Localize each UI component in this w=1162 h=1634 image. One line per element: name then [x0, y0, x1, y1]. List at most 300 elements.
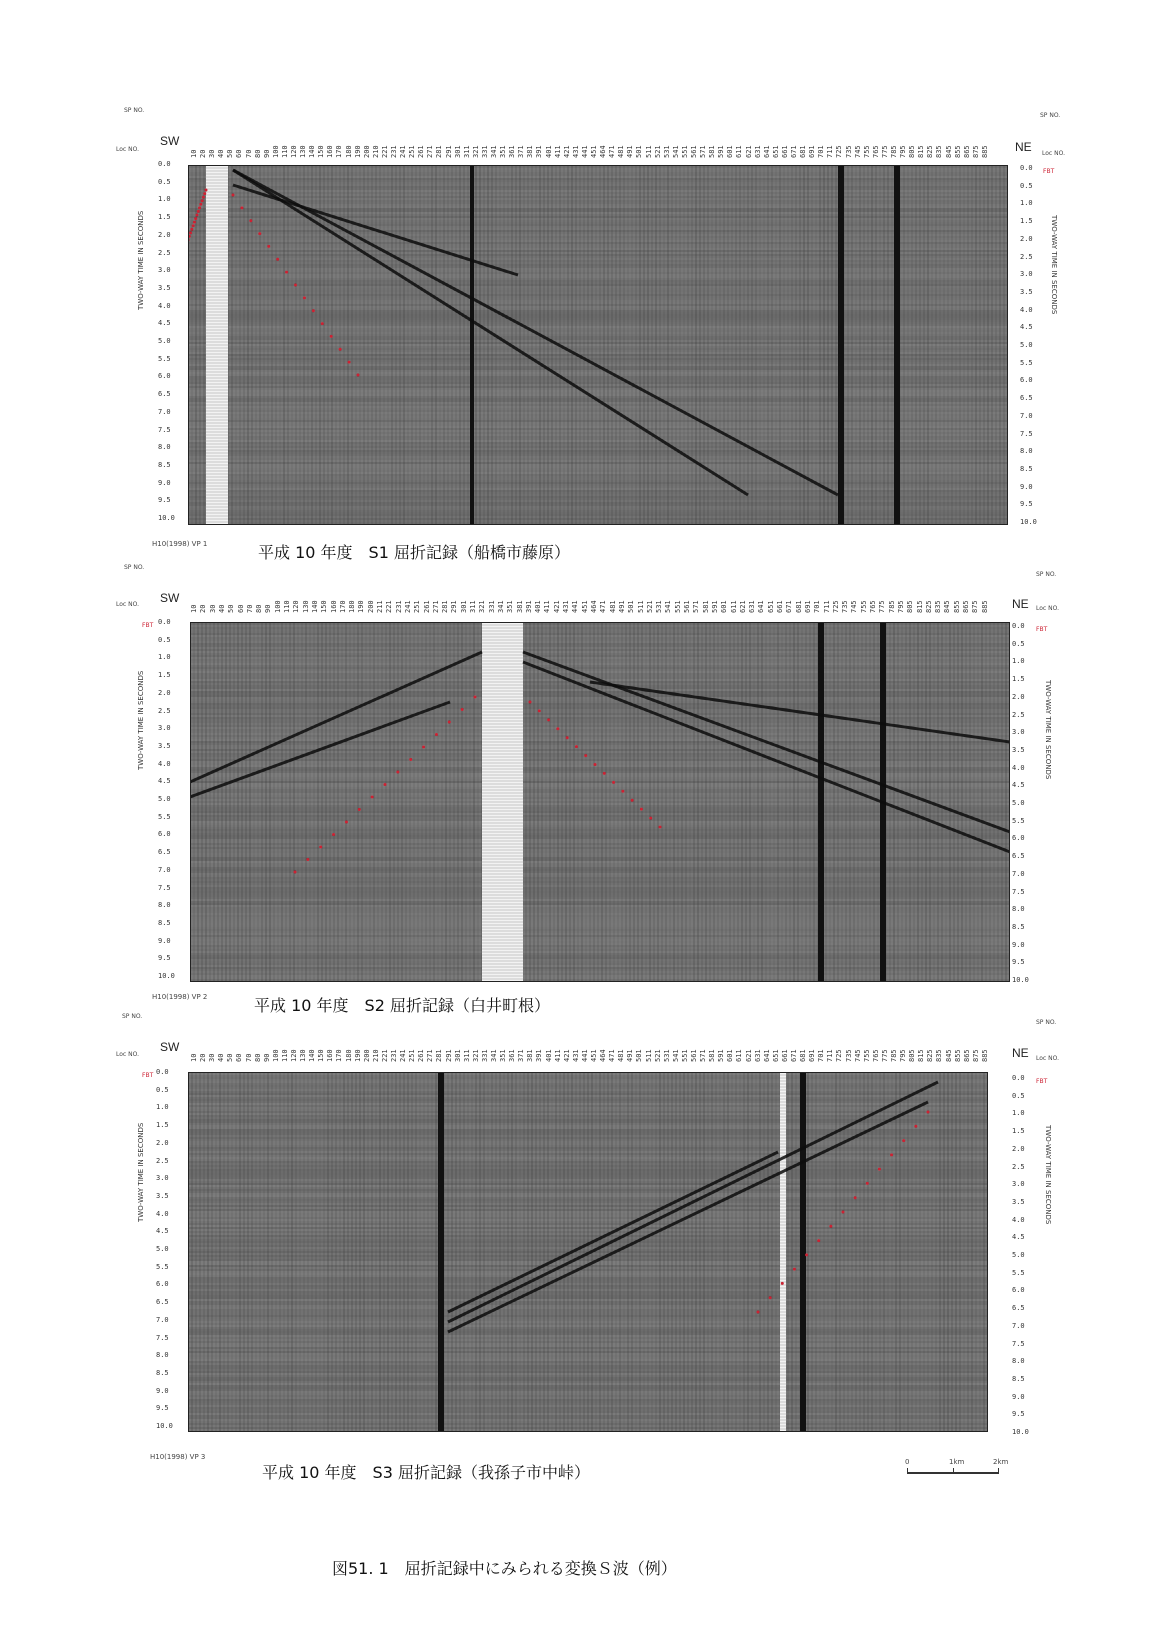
- time-tick-label: 1.5: [1020, 217, 1033, 226]
- time-tick-label: 0.0: [1012, 622, 1025, 630]
- time-tick-label: 6.0: [1012, 834, 1025, 843]
- time-tick-label: 4.0: [1012, 763, 1025, 772]
- loc-number: 20: [199, 1053, 208, 1062]
- loc-number: 411: [553, 1049, 562, 1062]
- loc-number: 110: [280, 145, 289, 158]
- sw-label: SW: [160, 134, 180, 148]
- time-tick-label: 9.5: [158, 954, 171, 963]
- loc-number: 845: [943, 600, 952, 613]
- loc-number: 471: [608, 145, 617, 158]
- time-tick-label: 3.0: [156, 1174, 169, 1183]
- loc-number: 411: [543, 600, 552, 613]
- loc-number: 120: [292, 600, 301, 613]
- loc-number: 571: [699, 145, 708, 158]
- loc-number: 745: [853, 145, 862, 158]
- loc-number: 845: [944, 145, 953, 158]
- converted-s-pick: [914, 1125, 917, 1128]
- time-tick-label: 2.0: [1012, 692, 1025, 701]
- loc-number: 281: [435, 1049, 444, 1062]
- loc-number: 10: [190, 604, 198, 613]
- time-tick-label: 3.5: [1020, 287, 1033, 296]
- loc-number: 441: [580, 1049, 589, 1062]
- time-tick-label: 2.5: [158, 248, 171, 257]
- loc-number: 351: [499, 145, 508, 158]
- time-tick-label: 2.5: [158, 706, 171, 715]
- loc-number: 531: [655, 600, 664, 613]
- loc-number: 210: [371, 145, 380, 158]
- loc-number: 301: [453, 1049, 462, 1062]
- loc-number: 561: [690, 1049, 698, 1062]
- time-tick-label: 7.5: [1012, 1339, 1025, 1348]
- time-tick-label: 3.5: [158, 283, 171, 292]
- fbt-marker-right: FBT: [1036, 1078, 1048, 1085]
- loc-number: 875: [971, 1049, 980, 1062]
- time-tick-label: 1.0: [1020, 199, 1033, 208]
- loc-number: 855: [953, 1049, 962, 1062]
- vp-label: H10(1998) VP 2: [152, 993, 208, 1001]
- loc-number: 341: [490, 145, 498, 158]
- time-tick-label: 4.5: [1020, 323, 1033, 332]
- loc-number: 815: [915, 600, 924, 613]
- loc-number: 70: [244, 1053, 253, 1062]
- time-tick-label: 9.5: [1012, 958, 1025, 967]
- loc-number: 464: [599, 1049, 608, 1062]
- time-tick-label: 8.5: [158, 918, 171, 927]
- ne-label: NE: [1012, 1046, 1029, 1060]
- loc-number: 421: [562, 145, 571, 158]
- time-tick-label: 0.5: [158, 177, 171, 186]
- loc-number: 671: [790, 145, 798, 158]
- loc-number: 835: [935, 1049, 944, 1062]
- time-tick-label: 2.0: [158, 688, 171, 697]
- loc-number: 221: [380, 1049, 389, 1062]
- loc-number: 281: [435, 145, 444, 158]
- loc-number: 231: [394, 600, 403, 613]
- time-tick-label: 6.0: [1020, 376, 1033, 385]
- time-tick-label: 9.0: [158, 936, 171, 945]
- loc-number: 671: [790, 1049, 798, 1062]
- loc-number: 341: [496, 600, 505, 613]
- loc-number: 551: [673, 600, 682, 613]
- loc-number: 200: [366, 600, 375, 613]
- axis-title-left: TWO-WAY TIME IN SECONDS: [137, 670, 145, 770]
- scale-label-1km: 1km: [949, 1458, 965, 1466]
- time-tick-label: 5.5: [158, 812, 171, 821]
- loc-number: 130: [299, 1049, 308, 1062]
- figure-caption: 図51. 1 屈折記録中にみられる変換Ｓ波（例）: [332, 1559, 677, 1578]
- loc-number: 551: [680, 1049, 689, 1062]
- loc-no-right: Loc NO.: [1042, 150, 1065, 157]
- converted-s-pick: [866, 1182, 869, 1185]
- loc-number: 50: [227, 604, 236, 613]
- loc-number: 321: [478, 600, 487, 613]
- loc-number: 100: [271, 1049, 280, 1062]
- time-tick-label: 7.5: [1012, 887, 1025, 896]
- time-tick-label: 4.5: [158, 319, 171, 328]
- loc-number: 170: [338, 600, 347, 613]
- loc-number: 591: [710, 600, 719, 613]
- time-tick-label: 5.5: [156, 1262, 169, 1271]
- loc-no-right: Loc NO.: [1036, 1055, 1059, 1062]
- time-tick-label: 1.5: [158, 213, 171, 222]
- loc-number: 481: [608, 600, 617, 613]
- loc-number: 631: [748, 600, 757, 613]
- time-tick-label: 6.5: [1020, 394, 1033, 403]
- loc-number: 621: [744, 1049, 753, 1062]
- time-tick-label: 7.0: [158, 865, 171, 874]
- loc-number: 130: [301, 600, 310, 613]
- loc-number: 865: [962, 1049, 971, 1062]
- time-tick-label: 6.0: [1012, 1286, 1025, 1295]
- loc-number: 441: [580, 145, 589, 158]
- loc-number: 481: [617, 1049, 626, 1062]
- loc-number: 701: [817, 1049, 826, 1062]
- loc-number: 40: [217, 1053, 226, 1062]
- loc-number: 30: [208, 1053, 217, 1062]
- loc-number: 160: [329, 600, 338, 613]
- loc-number: 451: [590, 1049, 598, 1062]
- panel-caption: 平成 10 年度 S3 屈折記録（我孫子市中峠）: [262, 1463, 590, 1482]
- loc-number: 321: [471, 145, 480, 158]
- converted-s-pick: [878, 1168, 881, 1171]
- converted-s-pick: [805, 1253, 808, 1256]
- axis-title-left: TWO-WAY TIME IN SECONDS: [137, 1122, 145, 1222]
- time-axis-left: [156, 1068, 186, 1428]
- loc-number: 725: [835, 145, 844, 158]
- loc-number: 795: [899, 1049, 908, 1062]
- loc-number: 785: [890, 1049, 898, 1062]
- loc-number: 701: [813, 600, 822, 613]
- loc-number: 160: [326, 1049, 335, 1062]
- axis-title-right: TWO-WAY TIME IN SECONDS: [1044, 1125, 1052, 1225]
- loc-number: 661: [780, 145, 789, 158]
- loc-number: 241: [399, 145, 408, 158]
- loc-number: 100: [273, 600, 282, 613]
- time-tick-label: 6.5: [158, 390, 171, 399]
- loc-number: 180: [344, 145, 353, 158]
- loc-no-left: Loc NO.: [116, 601, 139, 608]
- converted-s-pick: [842, 1211, 845, 1214]
- loc-number: 805: [906, 600, 915, 613]
- loc-number: 90: [262, 149, 271, 158]
- time-tick-label: 9.5: [156, 1404, 169, 1413]
- loc-number: 785: [890, 145, 898, 158]
- loc-number: 381: [526, 145, 535, 158]
- sp-no-left: SP NO.: [124, 564, 145, 571]
- time-tick-label: 9.0: [156, 1386, 169, 1395]
- loc-number: 140: [308, 1049, 317, 1062]
- loc-number: 855: [952, 600, 961, 613]
- time-tick-label: 3.5: [156, 1191, 169, 1200]
- loc-number: 30: [208, 149, 217, 158]
- converted-s-pick: [854, 1196, 857, 1199]
- time-tick-label: 4.0: [1012, 1215, 1025, 1224]
- loc-number: 60: [235, 1053, 244, 1062]
- panel-caption: 平成 10 年度 S2 屈折記録（白井町根）: [254, 996, 550, 1015]
- loc-number: 611: [735, 145, 744, 158]
- loc-number: 571: [699, 1049, 708, 1062]
- loc-number: 651: [771, 145, 780, 158]
- loc-number: 251: [408, 145, 417, 158]
- time-tick-label: 1.5: [1012, 1127, 1025, 1136]
- scale-tick: [907, 1468, 908, 1474]
- loc-number: 331: [487, 600, 496, 613]
- seismic-record-s3: [188, 1072, 988, 1432]
- loc-number: 150: [317, 1049, 326, 1062]
- fbt-marker-left: FBT: [142, 622, 154, 629]
- loc-number: 711: [826, 145, 835, 158]
- loc-number: 200: [362, 145, 371, 158]
- loc-number: 885: [980, 1049, 989, 1062]
- loc-number: 150: [320, 600, 329, 613]
- loc-number: 735: [841, 600, 850, 613]
- time-tick-label: 8.0: [1012, 905, 1025, 914]
- time-tick-label: 3.5: [158, 741, 171, 750]
- loc-number: 90: [264, 604, 273, 613]
- loc-number: 401: [544, 145, 553, 158]
- sw-label: SW: [160, 1040, 180, 1054]
- loc-number: 785: [887, 600, 896, 613]
- time-tick-label: 2.0: [158, 230, 171, 239]
- ne-label: NE: [1012, 597, 1029, 611]
- scale-label-2km: 2km: [993, 1458, 1009, 1466]
- time-tick-label: 7.5: [156, 1333, 169, 1342]
- loc-number: 261: [417, 1049, 426, 1062]
- loc-number: 491: [626, 145, 635, 158]
- loc-number: 30: [208, 604, 217, 613]
- time-tick-label: 4.0: [158, 301, 171, 310]
- time-tick-label: 6.0: [158, 830, 171, 839]
- time-tick-label: 3.5: [1012, 1197, 1025, 1206]
- loc-number: 701: [817, 145, 826, 158]
- loc-number: 190: [353, 1049, 362, 1062]
- loc-number: 631: [753, 145, 762, 158]
- loc-number: 291: [444, 145, 453, 158]
- loc-number: 311: [462, 145, 471, 158]
- loc-number: 641: [757, 600, 766, 613]
- loc-number: 351: [506, 600, 515, 613]
- time-tick-label: 9.0: [1020, 482, 1033, 491]
- loc-number: 775: [878, 600, 887, 613]
- time-tick-label: 1.0: [158, 195, 171, 204]
- time-tick-label: 6.0: [158, 372, 171, 381]
- converted-s-pick: [793, 1268, 796, 1271]
- time-tick-label: 6.5: [1012, 852, 1025, 861]
- loc-number: 511: [644, 1049, 653, 1062]
- loc-number: 80: [255, 604, 264, 613]
- loc-number: 521: [653, 145, 662, 158]
- sp-no-right: SP NO.: [1040, 112, 1061, 119]
- loc-number: 581: [708, 145, 717, 158]
- loc-number: 671: [785, 600, 794, 613]
- loc-number: 691: [808, 1049, 817, 1062]
- time-tick-label: 4.0: [156, 1209, 169, 1218]
- loc-number: 661: [776, 600, 785, 613]
- loc-number: 855: [953, 145, 962, 158]
- loc-number: 571: [692, 600, 701, 613]
- time-tick-label: 8.0: [1012, 1357, 1025, 1366]
- time-tick-label: 7.5: [1020, 429, 1033, 438]
- loc-number: 150: [317, 145, 326, 158]
- time-tick-label: 0.0: [1020, 164, 1033, 172]
- time-tick-label: 1.0: [1012, 1109, 1025, 1118]
- loc-number: 591: [717, 145, 726, 158]
- loc-number: 481: [617, 145, 626, 158]
- loc-number: 681: [794, 600, 803, 613]
- time-tick-label: 0.5: [1012, 1091, 1025, 1100]
- time-tick-label: 7.5: [158, 883, 171, 892]
- loc-number: 60: [235, 149, 244, 158]
- time-tick-label: 0.0: [158, 618, 171, 626]
- loc-number: 301: [459, 600, 468, 613]
- sw-label: SW: [160, 591, 180, 605]
- time-tick-label: 5.0: [158, 337, 171, 345]
- fbt-marker-right: FBT: [1043, 168, 1055, 175]
- dark-trace: [438, 1072, 441, 1432]
- sp-no-right: SP NO.: [1036, 571, 1057, 578]
- loc-number: 755: [862, 145, 871, 158]
- loc-number: 160: [326, 145, 335, 158]
- loc-number: 70: [244, 149, 253, 158]
- loc-number: 745: [850, 600, 859, 613]
- loc-number: 845: [944, 1049, 953, 1062]
- loc-number: 431: [571, 145, 580, 158]
- loc-number: 401: [544, 1049, 553, 1062]
- dark-trace: [803, 1072, 806, 1432]
- loc-number: 10: [190, 1053, 198, 1062]
- loc-number: 391: [524, 600, 533, 613]
- loc-number: 371: [517, 1049, 526, 1062]
- time-tick-label: 6.5: [156, 1298, 169, 1307]
- loc-number: 815: [917, 145, 926, 158]
- loc-number: 100: [271, 145, 280, 158]
- time-tick-label: 10.0: [1020, 518, 1037, 526]
- time-tick-label: 7.0: [1020, 411, 1033, 420]
- loc-number: 451: [590, 145, 598, 158]
- converted-s-pick: [817, 1239, 820, 1242]
- time-tick-label: 5.0: [1012, 1251, 1025, 1259]
- loc-number: 541: [671, 145, 680, 158]
- time-tick-label: 10.0: [158, 972, 175, 980]
- sp-no-left: SP NO.: [124, 107, 145, 114]
- loc-number: 775: [880, 145, 889, 158]
- loc-number: 411: [553, 145, 562, 158]
- time-tick-label: 0.5: [158, 635, 171, 644]
- loc-number: 865: [962, 600, 971, 613]
- loc-number: 835: [934, 600, 943, 613]
- loc-number: 601: [726, 1049, 735, 1062]
- loc-number: 271: [431, 600, 440, 613]
- loc-number: 441: [571, 600, 580, 613]
- loc-number: 261: [422, 600, 431, 613]
- loc-number: 361: [508, 1049, 517, 1062]
- loc-number: 725: [835, 1049, 844, 1062]
- axis-title-right: TWO-WAY TIME IN SECONDS: [1044, 680, 1052, 780]
- time-tick-label: 9.0: [1012, 1392, 1025, 1401]
- time-tick-label: 5.5: [1020, 358, 1033, 367]
- scale-tick: [998, 1468, 999, 1474]
- time-tick-label: 9.5: [158, 496, 171, 505]
- time-tick-label: 0.0: [158, 160, 171, 168]
- loc-number: 401: [534, 600, 543, 613]
- converted-s-pick: [829, 1225, 832, 1228]
- loc-number: 231: [390, 145, 398, 158]
- loc-number: 261: [417, 145, 426, 158]
- time-tick-label: 8.0: [1020, 447, 1033, 456]
- sp-no-left: SP NO.: [122, 1013, 143, 1020]
- loc-number: 661: [780, 1049, 789, 1062]
- loc-number: 875: [971, 600, 980, 613]
- loc-number: 110: [283, 600, 292, 613]
- ne-label: NE: [1015, 140, 1032, 154]
- loc-number: 451: [580, 600, 589, 613]
- loc-number: 875: [971, 145, 980, 158]
- loc-number: 40: [217, 604, 226, 613]
- time-tick-label: 4.0: [1020, 305, 1033, 314]
- loc-number: 50: [226, 149, 235, 158]
- converted-s-pick: [757, 1311, 760, 1314]
- loc-number: 291: [450, 600, 459, 613]
- fbt-marker-left: FBT: [142, 1072, 154, 1079]
- time-tick-label: 7.0: [1012, 1321, 1025, 1330]
- loc-number: 391: [535, 145, 544, 158]
- loc-number: 491: [617, 600, 626, 613]
- panel-caption: 平成 10 年度 S1 屈折記録（船橋市藤原）: [258, 543, 570, 562]
- time-tick-label: 8.0: [158, 901, 171, 910]
- loc-number: 140: [308, 145, 317, 158]
- loc-number: 601: [720, 600, 729, 613]
- time-tick-label: 0.0: [1012, 1074, 1025, 1082]
- loc-number: 775: [880, 1049, 889, 1062]
- loc-number: 511: [636, 600, 645, 613]
- loc-number: 60: [236, 604, 245, 613]
- time-tick-label: 2.5: [156, 1156, 169, 1165]
- loc-number: 521: [653, 1049, 662, 1062]
- loc-number: 591: [717, 1049, 726, 1062]
- loc-number: 691: [803, 600, 812, 613]
- loc-number: 471: [599, 600, 608, 613]
- time-tick-label: 6.0: [156, 1280, 169, 1289]
- vp-label: H10(1998) VP 1: [152, 540, 208, 548]
- loc-number: 90: [262, 1053, 271, 1062]
- loc-number: 531: [662, 1049, 671, 1062]
- time-tick-label: 4.5: [1012, 1233, 1025, 1242]
- loc-number: 211: [376, 600, 385, 613]
- time-tick-label: 6.5: [1012, 1304, 1025, 1313]
- time-tick-label: 3.0: [158, 266, 171, 275]
- loc-number: 170: [335, 1049, 344, 1062]
- loc-number: 511: [644, 145, 653, 158]
- loc-number: 80: [253, 149, 262, 158]
- loc-number: 765: [871, 145, 880, 158]
- loc-number: 641: [762, 145, 771, 158]
- time-tick-label: 9.0: [1012, 940, 1025, 949]
- loc-number: 491: [626, 1049, 635, 1062]
- loc-number: 745: [853, 1049, 862, 1062]
- vp-label: H10(1998) VP 3: [150, 1453, 206, 1461]
- loc-number: 70: [245, 604, 254, 613]
- loc-number: 651: [766, 600, 775, 613]
- time-tick-label: 3.0: [158, 724, 171, 733]
- loc-number: 210: [371, 1049, 380, 1062]
- loc-number: 795: [896, 600, 905, 613]
- loc-number: 120: [290, 1049, 298, 1062]
- loc-number: 795: [899, 145, 908, 158]
- loc-number: 611: [735, 1049, 744, 1062]
- loc-no-left: Loc NO.: [116, 1051, 139, 1058]
- time-axis-right: [1012, 1074, 1042, 1434]
- loc-number: 381: [515, 600, 524, 613]
